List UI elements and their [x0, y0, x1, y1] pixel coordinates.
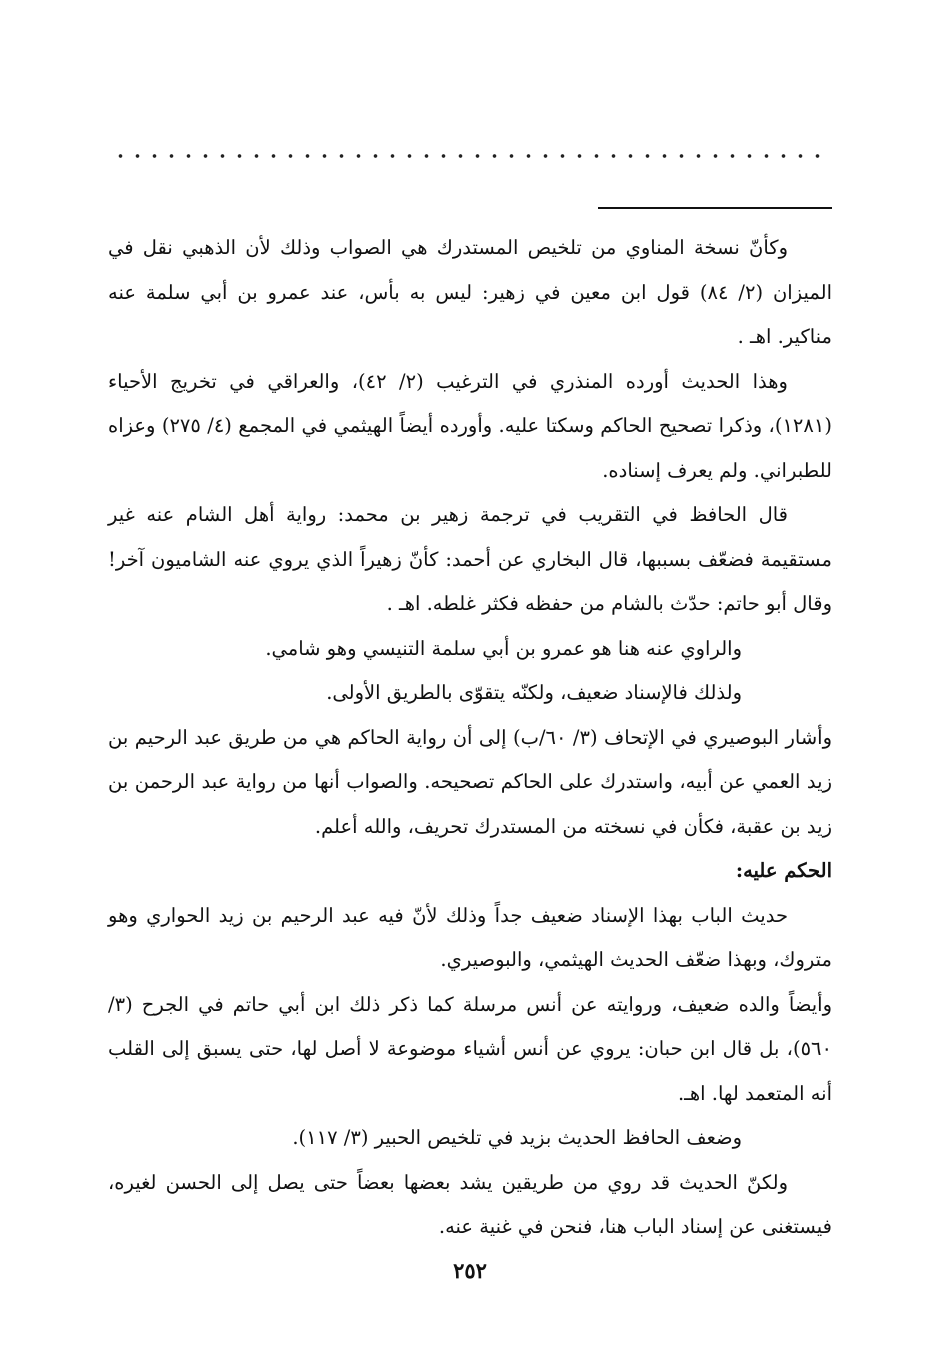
paragraph-6: وأشار البوصيري في الإتحاف (٣/ ٦٠/ب) إلى أن رواية الحاكم هي من طريق عبد الرحيم بن زيد العمي عن أبيه، واستدرك على الحاكم تصحيحه. والصواب أنها من رواية عبد الرحمن بن زيد بن عقبة، فكأن في نسخته من المستدرك تحريف، والله أعلم.	[108, 725, 833, 838]
body-text	[108, 226, 832, 1250]
section-heading: الحكم عليه:	[735, 859, 832, 882]
paragraph-7: حديث الباب بهذا الإسناد ضعيف جداً وذلك لأنّ فيه عبد الرحيم بن زيد الحواري وهو متروك، وبهذا ضعّف الحديث الهيثمي، والبوصيري.	[108, 903, 832, 971]
paragraph-4: والراوي عنه هنا هو عمرو بن أبي سلمة التنيسي وهو شامي.	[265, 636, 742, 660]
footnote-rule	[598, 207, 832, 209]
dotted-separator	[112, 150, 832, 162]
page-number: ٢٥٢	[453, 1258, 487, 1283]
paragraph-9: وضعف الحافظ الحديث بزيد في تلخيص الحبير (٣/ ١١٧).	[292, 1126, 742, 1149]
paragraph-3: قال الحافظ في التقريب في ترجمة زهير بن محمد: رواية أهل الشام عنه غير مستقيمة فضعّف بسببها، قال البخاري عن أحمد: كأنّ زهيراً الذي يروي عنه الشاميون آخر! وقال أبو حاتم: حدّث بالشام من حفظه فكثر غلطه. اهـ .	[108, 503, 832, 615]
paragraph-2: وهذا الحديث أورده المنذري في الترغيب (٢/ ٤٢)، والعراقي في تخريج الأحياء (١٢٨١)، وذكرا تصحيح الحاكم وسكتا عليه. وأورده أيضاً الهيثمي في المجمع (٤/ ٢٧٥) وعزاه للطبراني. ولم يعرف إسناده.	[108, 369, 832, 482]
paragraph-1: وكأنّ نسخة المناوي من تلخيص المستدرك هي الصواب وذلك لأن الذهبي نقل في الميزان (٢/ ٨٤) قول ابن معين في زهير: ليس به بأس، عند عمرو بن أبي سلمة عنه مناكير. اهـ .	[108, 236, 832, 348]
paragraph-10: ولكنّ الحديث قد روي من طريقين يشد بعضها بعضاً حتى يصل إلى الحسن لغيره، فيستغنى عن إسناد الباب هنا، فنحن في غنية عنه.	[108, 1170, 832, 1238]
paragraph-5: ولذلك فالإسناد ضعيف، ولكنّه يتقوّى بالطريق الأولى.	[326, 681, 742, 704]
paragraph-8: وأيضاً والده ضعيف، وروايته عن أنس مرسلة كما ذكر ذلك ابن أبي حاتم في الجرح (٣/ ٥٦٠)، بل قال ابن حبان: يروي عن أنس أشياء موضوعة لا أصل لها، حتى يسبق إلى القلب أنه المتعمد لها. اهـ.	[108, 992, 832, 1105]
